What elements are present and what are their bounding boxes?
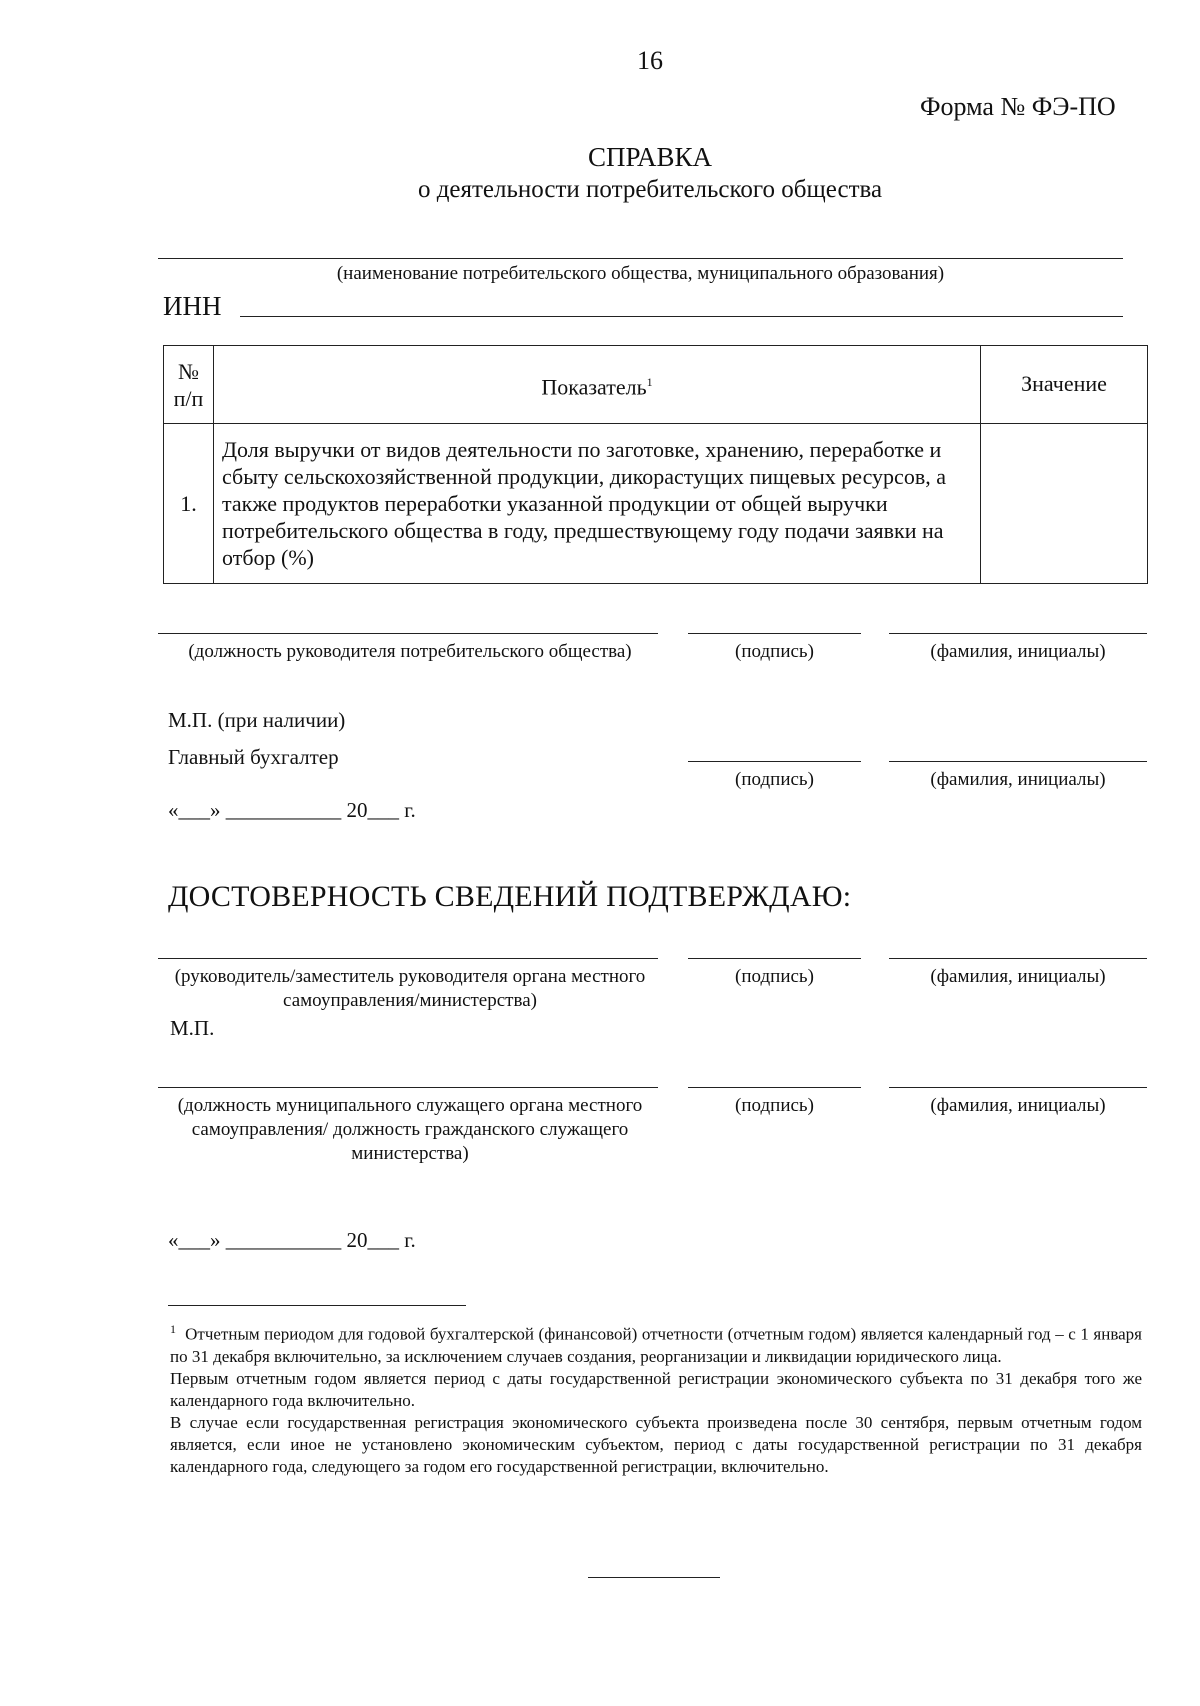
header-num: № п/п [164, 346, 214, 424]
name-line[interactable] [889, 633, 1147, 634]
head-caption: (руководитель/заместитель руководителя органа местного самоуправления/министерства) [174, 966, 646, 1011]
head-signature-line[interactable] [688, 958, 861, 959]
inn-field[interactable] [240, 316, 1123, 317]
head-signature-caption: (подпись) [735, 966, 814, 987]
document-title: СПРАВКА [587, 142, 713, 172]
signature-line[interactable] [688, 633, 861, 634]
chief-accountant-label: Главный бухгалтер [168, 745, 339, 769]
footnote-p2: Первым отчетным годом является период с даты государственной регистрации экономического субъекта по 31 декабря того же календарного года включительно. [170, 1368, 1142, 1410]
name-caption: (фамилия, инициалы) [930, 641, 1106, 662]
official-signature-line[interactable] [688, 1087, 861, 1088]
position-caption: (должность руководителя потребительского общества) [188, 641, 632, 662]
document-subtitle: о деятельности потребительского общества [417, 176, 883, 203]
date-line[interactable]: «___» ___________ 20___ г. [168, 798, 416, 822]
date-line-2[interactable]: «___» ___________ 20___ г. [168, 1228, 416, 1252]
accountant-signature-line[interactable] [688, 761, 861, 762]
position-line[interactable] [158, 633, 658, 634]
footnote-p3: В случае если государственная регистрация экономического субъекта произведена после 30 сентября, первым отчетным годом является, если иное не установлено экономическим субъектом, период с даты государственной регистрации по 31 декабря календарного года, следующего за годом его государственной регистрации, включительно. [170, 1412, 1142, 1476]
footnote-marker: 1 [170, 1322, 176, 1336]
page-number: 16 [637, 46, 663, 75]
footnote-separator [168, 1305, 466, 1306]
footnote-p1-text: Отчетным периодом для годовой бухгалтерской (финансовой) отчетности (отчетным годом) является календарный год – с 1 января по 31 декабря включительно, за исключением случаев создания, реорганизации и ликвидации юридического лица. [170, 1324, 1143, 1366]
inn-label: ИНН [163, 291, 222, 321]
official-position-line[interactable] [158, 1087, 658, 1088]
table-row [164, 424, 1148, 584]
official-signature-caption: (подпись) [735, 1095, 814, 1116]
footnote-ref: 1 [646, 374, 653, 389]
head-position-line[interactable] [158, 958, 658, 959]
accountant-name-line[interactable] [889, 761, 1147, 762]
accountant-name-caption: (фамилия, инициалы) [930, 769, 1106, 790]
table-header-row [164, 346, 1148, 424]
header-indicator [214, 346, 981, 424]
indicators-table [163, 345, 1148, 584]
confirm-heading: ДОСТОВЕРНОСТЬ СВЕДЕНИЙ ПОДТВЕРЖДАЮ: [168, 880, 852, 913]
head-name-line[interactable] [889, 958, 1147, 959]
accountant-signature-caption: (подпись) [735, 769, 814, 790]
form-label: Форма № ФЭ-ПО [920, 92, 1116, 121]
official-name-caption: (фамилия, инициалы) [930, 1095, 1106, 1116]
signature-caption: (подпись) [735, 641, 814, 662]
bottom-rule [588, 1577, 720, 1578]
head-name-caption: (фамилия, инициалы) [930, 966, 1106, 987]
stamp-label: М.П. (при наличии) [168, 708, 346, 732]
org-name-caption: (наименование потребительского общества, муниципального образования) [336, 263, 945, 284]
footnote [170, 1318, 1142, 1478]
footnote-p1 [170, 1318, 1142, 1368]
row-value-cell[interactable] [981, 424, 1148, 584]
official-caption: (должность муниципального служащего органа местного самоуправления/ должность гражданского служащего министерства) [177, 1095, 643, 1164]
official-name-line[interactable] [889, 1087, 1147, 1088]
stamp-label-2: М.П. [170, 1016, 215, 1040]
row-num: 1. [164, 424, 214, 584]
row-indicator: Доля выручки от видов деятельности по заготовке, хранению, переработке и сбыту сельскохозяйственной продукции, дикорастущих пищевых ресурсов, а также продуктов переработки указанной продукции от общей выручки потребительского общества в году, предшествующему году подачи заявки на отбор (%) [214, 424, 981, 584]
header-indicator-label: Показатель [541, 374, 647, 400]
org-name-line[interactable] [158, 258, 1123, 259]
header-value: Значение [981, 346, 1148, 424]
